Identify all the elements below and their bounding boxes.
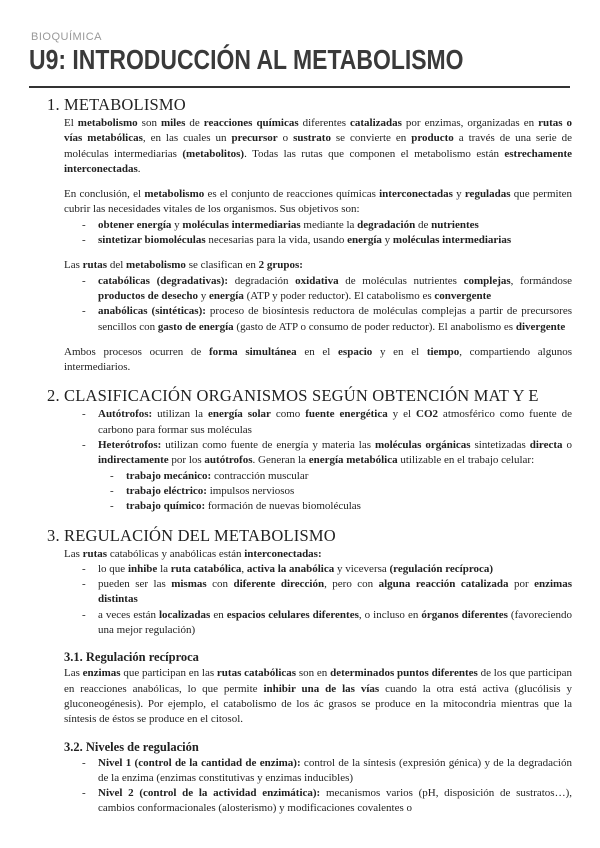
- bold-term: oxidativa: [295, 274, 339, 287]
- section-title: CLASIFICACIÓN ORGANISMOS SEGÚN OBTENCIÓN MAT Y E: [64, 386, 539, 406]
- section-heading: [47, 95, 572, 115]
- bold-term: energía: [347, 234, 382, 247]
- subsection-heading: 3.1. Regulación recíproca: [64, 650, 199, 665]
- bold-term: localizadas: [158, 608, 211, 621]
- bullet-list: [64, 218, 572, 249]
- bold-term: directa: [529, 439, 563, 452]
- bold-term: energía: [209, 289, 244, 302]
- bold-term: obtener energía: [98, 218, 172, 231]
- bold-term: enzimas: [82, 667, 121, 680]
- bold-term: moléculas intermediarias: [392, 234, 512, 247]
- section-number: 1.: [47, 95, 60, 114]
- bold-term: activa la anabólica: [246, 562, 335, 575]
- sub-list-item: - trabajo mecánico: contracción muscular: [126, 469, 572, 484]
- bold-term: Nivel 2 (control de la actividad enzimática):: [98, 787, 321, 800]
- bold-term: rutas catabólicas: [216, 667, 297, 680]
- bold-term: (metabolitos): [182, 147, 245, 160]
- list-item: - Autótrofos: utilizan la energía solar como fuente energética y el CO2 atmosférico como fuente de carbono para formar sus moléculas: [98, 407, 572, 438]
- bold-term: interconectadas:: [244, 547, 322, 560]
- bold-term: complejas: [463, 274, 511, 287]
- bold-term: sintetizar biomoléculas: [98, 234, 206, 247]
- bold-term: estrechamente interconectadas: [64, 147, 572, 175]
- bullet-list: [64, 407, 572, 514]
- bold-term: inhibir una de las vías: [263, 682, 380, 695]
- bold-term: trabajo mecánico:: [126, 469, 212, 482]
- paragraph: En conclusión, el metabolismo es el conjunto de reacciones químicas interconectadas y reguladas que permiten cubrir las necesidades vitales de los organismos. Sus objetivos son:: [64, 188, 573, 216]
- bold-term: producto: [411, 132, 454, 145]
- bold-term: moléculas orgánicas: [374, 439, 471, 452]
- bold-term: ruta catabólica: [170, 562, 242, 575]
- bold-term: rutas: [82, 547, 108, 560]
- paragraph: Ambos procesos ocurren de forma simultánea en el espacio y en el tiempo, compartiendo algunos intermediarios.: [64, 345, 573, 374]
- bold-term: anabólicas (sintéticas):: [98, 305, 206, 318]
- bold-term: moléculas intermediarias: [182, 218, 301, 231]
- bold-term: rutas: [82, 259, 108, 272]
- bold-term: trabajo químico:: [126, 500, 206, 513]
- list-item: - pueden ser las mismas con diferente dirección, pero con alguna reacción catalizada por enzimas distintas: [98, 577, 572, 608]
- bold-term: tiempo: [426, 345, 460, 358]
- subsection-heading: 3.2. Niveles de regulación: [64, 739, 199, 754]
- section-number: 3.: [47, 525, 60, 545]
- bold-term: convergente: [434, 289, 492, 302]
- list-item: - catabólicas (degradativas): degradación oxidativa de moléculas nutrientes complejas, formándose productos de desecho y energía (ATP y poder reductor). El catabolismo es convergente: [98, 274, 572, 305]
- list-item: [98, 438, 572, 514]
- sub-list-item: - trabajo químico: formación de nuevas biomoléculas: [126, 499, 572, 514]
- bold-term: diferente dirección: [233, 578, 325, 591]
- list-item-text: Heterótrofos: utilizan como fuente de energía y materia las moléculas orgánicas sintetizadas directa o indirectamente por los autótrofos. Generan la energía metabólica utilizable en el trabajo celular:: [98, 439, 572, 467]
- bold-term: espacios celulares diferentes: [226, 608, 359, 621]
- paragraph: Las rutas del metabolismo se clasifican en 2 grupos:: [64, 259, 303, 272]
- bold-term: reacciones químicas: [203, 117, 299, 129]
- subject-label: BIOQUÍMICA: [31, 31, 103, 43]
- bold-term: metabolismo: [77, 117, 138, 129]
- bold-term: inhibe: [127, 562, 158, 575]
- bold-term: trabajo eléctrico:: [126, 484, 207, 497]
- paragraph: Las enzimas que participan en las rutas catabólicas son en determinados puntos diferentes de los que participan en reacciones anabólicas, lo que permite inhibir una de las vías cuando la otra está activa (glucólisis y gluconeogénesis). Por ejemplo, el catabolismo de los ác grasos se produce en la mitocondria mientras que la síntesis de éstos se produce en el citosol.: [64, 667, 573, 726]
- list-item: - obtener energía y moléculas intermediarias mediante la degradación de nutrientes: [98, 218, 572, 233]
- bold-term: miles: [160, 117, 186, 129]
- bold-term: Nivel 1 (control de la cantidad de enzima):: [98, 756, 301, 769]
- bold-term: autótrofos: [204, 454, 253, 467]
- title-underline: [29, 86, 570, 88]
- bold-term: reguladas: [464, 188, 511, 201]
- list-item: - sintetizar biomoléculas necesarias para la vida, usando energía y moléculas intermediarias: [98, 233, 572, 248]
- section-heading: [47, 386, 572, 406]
- list-item: - anabólicas (sintéticas): proceso de biosíntesis reductora de moléculas complejas a partir de precursores sencillos con gasto de energía (gasto de ATP o consumo de poder reductor). El anabolismo es divergente: [98, 304, 572, 335]
- bold-term: productos de desecho: [98, 289, 199, 302]
- bold-term: sustrato: [293, 132, 331, 145]
- bold-term: determinados puntos diferentes: [330, 667, 478, 680]
- section-number: 2.: [47, 386, 60, 406]
- bold-term: energía metabólica: [308, 454, 398, 467]
- bold-term: metabolismo: [144, 188, 205, 201]
- list-item: - a veces están localizadas en espacios celulares diferentes, o incluso en órganos diferentes (favoreciendo una mejor regulación): [98, 608, 572, 639]
- bold-term: enzimas distintas: [98, 578, 572, 606]
- bold-term: nutrientes: [431, 218, 479, 231]
- section-heading: [47, 526, 572, 546]
- bold-term: forma simultánea: [208, 345, 297, 358]
- bold-term: rutas o vías metabólicas: [64, 117, 573, 145]
- bullet-list: [64, 562, 572, 638]
- bullet-list: [64, 274, 572, 335]
- bold-term: (regulación recíproca): [389, 562, 494, 575]
- bold-term: gasto de energía: [157, 320, 234, 333]
- bold-term: divergente: [515, 320, 566, 333]
- bold-term: Heterótrofos:: [98, 439, 162, 452]
- bold-term: Autótrofos:: [98, 408, 153, 421]
- bold-term: alguna reacción catalizada: [378, 578, 509, 591]
- section-title: REGULACIÓN DEL METABOLISMO: [64, 525, 336, 545]
- list-item: - Nivel 2 (control de la actividad enzimática): mecanismos varios (pH, disposición de sustratos…), cambios conformacionales (alosterismo) y modificaciones covalentes o: [98, 786, 572, 817]
- document-body: [47, 95, 573, 817]
- bold-term: órganos diferentes: [421, 608, 508, 621]
- sub-list: [98, 469, 572, 515]
- bold-term: metabolismo: [126, 259, 186, 272]
- list-item: - lo que inhibe la ruta catabólica, activa la anabólica y viceversa (regulación recíproca): [98, 562, 572, 577]
- paragraph: El metabolismo son miles de reacciones químicas diferentes catalizadas por enzimas, organizadas en rutas o vías metabólicas, en las cuales un precursor o sustrato se convierte en producto a través de una serie de moléculas intermediarias (metabolitos). Todas las rutas que componen el metabolismo están estrechamente interconectadas.: [64, 117, 573, 175]
- bold-term: energía solar: [207, 408, 271, 421]
- bold-term: catalizadas: [349, 117, 402, 129]
- bold-term: degradación: [357, 218, 416, 231]
- bold-term: interconectadas: [379, 188, 453, 201]
- bold-term: mismas: [171, 578, 207, 591]
- section-title: METABOLISMO: [64, 95, 186, 114]
- sub-list-item: - trabajo eléctrico: impulsos nerviosos: [126, 484, 572, 499]
- bold-term: precursor: [231, 132, 278, 145]
- bold-term: 2 grupos:: [258, 259, 303, 272]
- page-title: U9: INTRODUCCIÓN AL METABOLISMO: [29, 44, 464, 75]
- bold-term: espacio: [338, 345, 373, 358]
- bold-term: indirectamente: [98, 454, 169, 467]
- paragraph: Las rutas catabólicas y anabólicas están interconectadas:: [64, 547, 322, 560]
- bold-term: fuente energética: [305, 408, 388, 421]
- bold-term: CO2: [416, 408, 438, 421]
- list-item: - Nivel 1 (control de la cantidad de enzima): control de la síntesis (expresión génica) y de la degradación de la enzima (enzimas constitutivas y enzimas inducibles): [98, 756, 572, 787]
- bold-term: catabólicas (degradativas):: [98, 274, 229, 287]
- bullet-list: [64, 756, 572, 817]
